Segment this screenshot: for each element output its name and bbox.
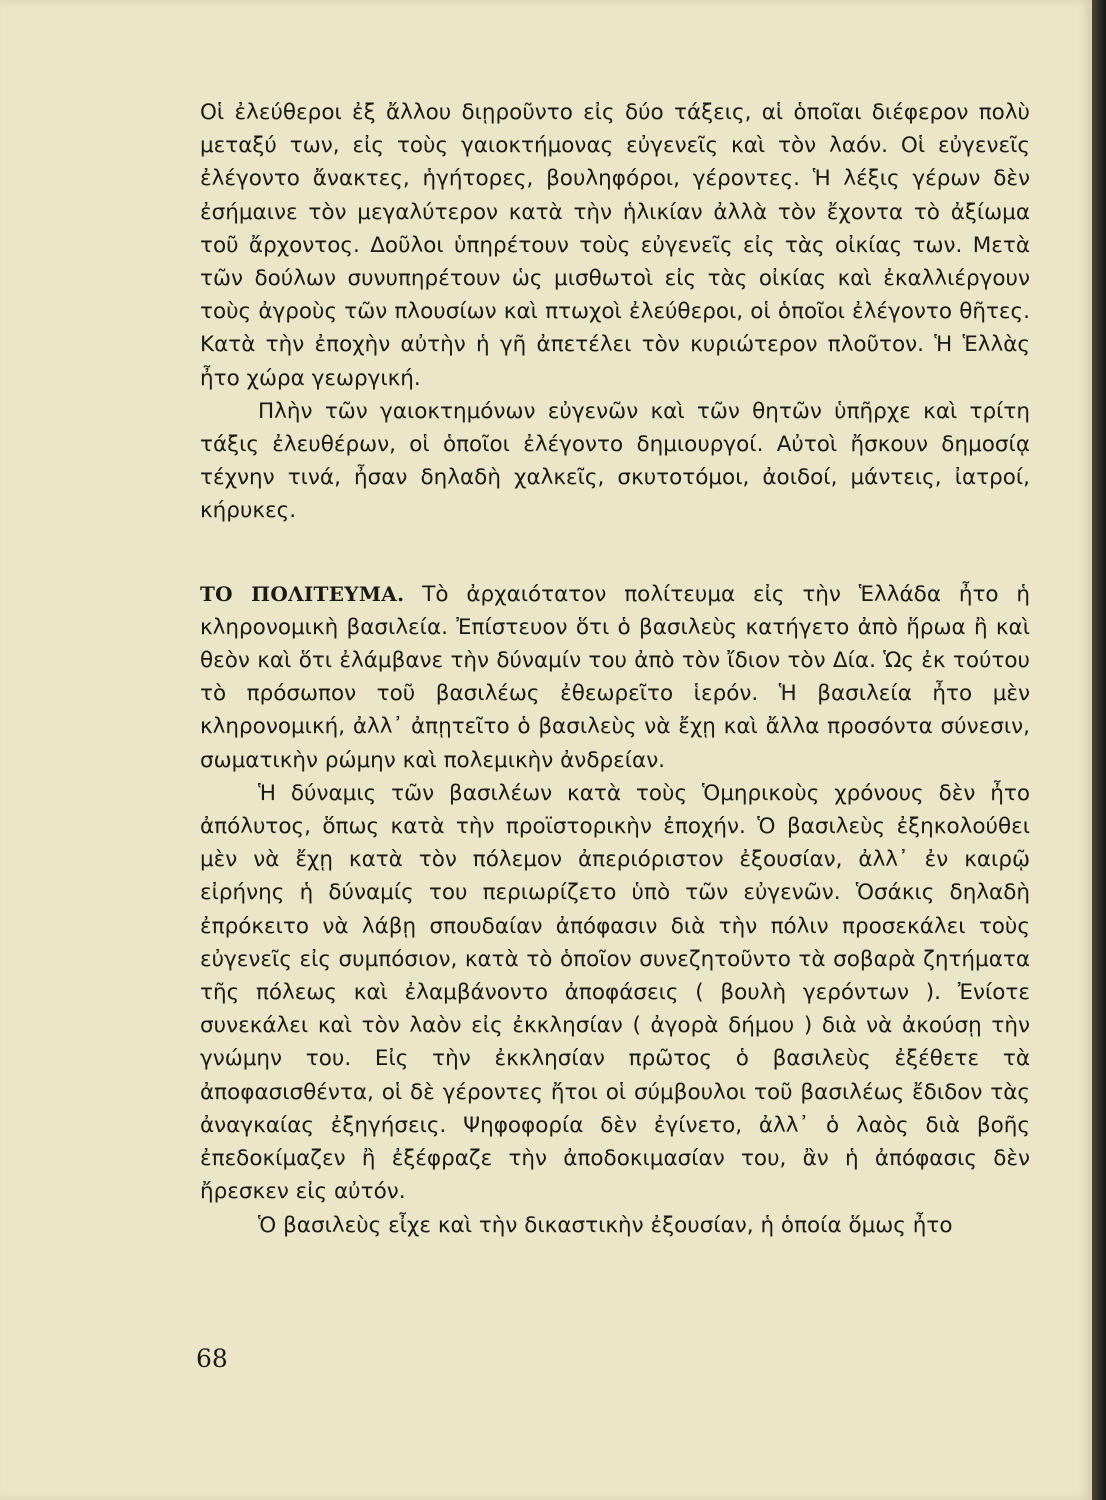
section-heading: ΤΟ ΠΟΛΙΤΕΥΜΑ. bbox=[200, 581, 405, 606]
page-body bbox=[200, 96, 1030, 1242]
paragraph-third-class: Πλὴν τῶν γαιοκτημόνων εὐγενῶν καὶ τῶν θητῶν ὑπῆρχε καὶ τρίτη τάξις ἐλευθέρων, οἱ ὁποῖοι ἐλέγοντο δημιουργοί. Αὐτοὶ ἤσκουν δημοσίᾳ τέχνην τινά, ἦσαν δηλαδὴ χαλκεῖς, σκυτοτόμοι, ἀοιδοί, μάντεις, ἰατροί, κήρυκες. bbox=[200, 398, 1030, 524]
section-first-paragraph: Τὸ ἀρχαιότατον πολίτευμα εἰς τὴν Ἑλλάδα ἦτο ἡ κληρονομικὴ βασιλεία. Ἐπίστευον ὅτι ὁ βασιλεὺς κατήγετο ἀπὸ ἥρωα ἢ καὶ θεὸν καὶ ὅτι ἐλάμβανε τὴν δύναμίν του ἀπὸ τὸν ἴδιον τὸν Δία. Ὡς ἐκ τούτου τὸ πρόσωπον τοῦ βασιλέως ἐθεωρεῖτο ἱερόν. Ἡ βασιλεία ἦτο μὲν κληρονομική, ἀλλ᾽ ἀπῃτεῖτο ὁ βασιλεὺς νὰ ἔχῃ καὶ ἄλλα προσόντα σύνεσιν, σωματικὴν ρώμην καὶ πολεμικὴν ἀνδρείαν. bbox=[200, 581, 1031, 773]
page-number: 68 bbox=[196, 1344, 228, 1373]
page-edge-shadow bbox=[1092, 0, 1106, 1500]
paragraph-judicial-power: Ὁ βασιλεὺς εἶχε καὶ τὴν δικαστικὴν ἐξουσίαν, ἡ ὁποία ὅμως ἦτο bbox=[258, 1212, 953, 1238]
section-polity bbox=[200, 578, 1030, 777]
paragraph-royal-power: Ἡ δύναμις τῶν βασιλέων κατὰ τοὺς Ὁμηρικοὺς χρόνους δὲν ἦτο ἀπόλυτος, ὅπως κατὰ τὴν προϊστορικὴν ἐποχήν. Ὁ βασιλεὺς ἐξηκολούθει μὲν νὰ ἔχῃ κατὰ τὸν πόλεμον ἀπεριόριστον ἐξουσίαν, ἀλλ᾽ ἐν καιρῷ εἰρήνης ἡ δύναμίς του περιωρίζετο ὑπὸ τῶν εὐγενῶν. Ὁσάκις δηλαδὴ ἐπρόκειτο νὰ λάβῃ σπουδαίαν ἀπόφασιν διὰ τὴν πόλιν προσεκάλει τοὺς εὐγενεῖς εἰς συμπόσιον, κατὰ τὸ ὁποῖον συνεζητοῦντο τὰ σοβαρὰ ζητήματα τῆς πόλεως καὶ ἐλαμβάνοντο ἀποφάσεις ( βουλὴ γερόντων ). Ἐνίοτε συνεκάλει καὶ τὸν λαὸν εἰς ἐκκλησίαν ( ἀγορὰ δήμου ) διὰ νὰ ἀκούσῃ τὴν γνώμην του. Εἰς τὴν ἐκκλησίαν πρῶτος ὁ βασιλεὺς ἐξέθετε τὰ ἀποφασισθέντα, οἱ δὲ γέροντες ἤτοι οἱ σύμβουλοι τοῦ βασιλέως ἔδιδον τὰς ἀναγκαίας ἐξηγήσεις. Ψηφοφορία δὲν ἐγίνετο, ἀλλ᾽ ὁ λαὸς διὰ βοῆς ἐπεδοκίμαζεν ἢ ἐξέφραζε τὴν ἀποδοκιμασίαν του, ἂν ἡ ἀπόφασις δὲν ἤρεσκεν εἰς αὐτόν. bbox=[200, 780, 1030, 1205]
paragraph-free-classes: Οἱ ἐλεύθεροι ἐξ ἄλλου διῃροῦντο εἰς δύο τάξεις, αἱ ὁποῖαι διέφερον πολὺ μεταξύ των, εἰς τοὺς γαιοκτήμονας εὐγενεῖς καὶ τὸν λαόν. Οἱ εὐγενεῖς ἐλέγοντο ἄνακτες, ἡγήτορες, βουληφόροι, γέροντες. Ἡ λέξις γέρων δὲν ἐσήμαινε τὸν μεγαλύτερον κατὰ τὴν ἡλικίαν ἀλλὰ τὸν ἔχοντα τὸ ἀξίωμα τοῦ ἄρχοντος. Δοῦλοι ὑπηρέτουν τοὺς εὐγενεῖς εἰς τὰς οἰκίας των. Μετὰ τῶν δούλων συνυπηρέτουν ὡς μισθωτοὶ εἰς τὰς οἰκίας καὶ ἐκαλλιέργουν τοὺς ἀγροὺς τῶν πλουσίων καὶ πτωχοὶ ἐλεύθεροι, οἱ ὁποῖοι ἐλέγοντο θῆτες. Κατὰ τὴν ἐποχὴν αὐτὴν ἡ γῆ ἀπετέλει τὸν κυριώτερον πλοῦτον. Ἡ Ἑλλὰς ἦτο χώρα γεωργική. bbox=[200, 100, 1030, 391]
